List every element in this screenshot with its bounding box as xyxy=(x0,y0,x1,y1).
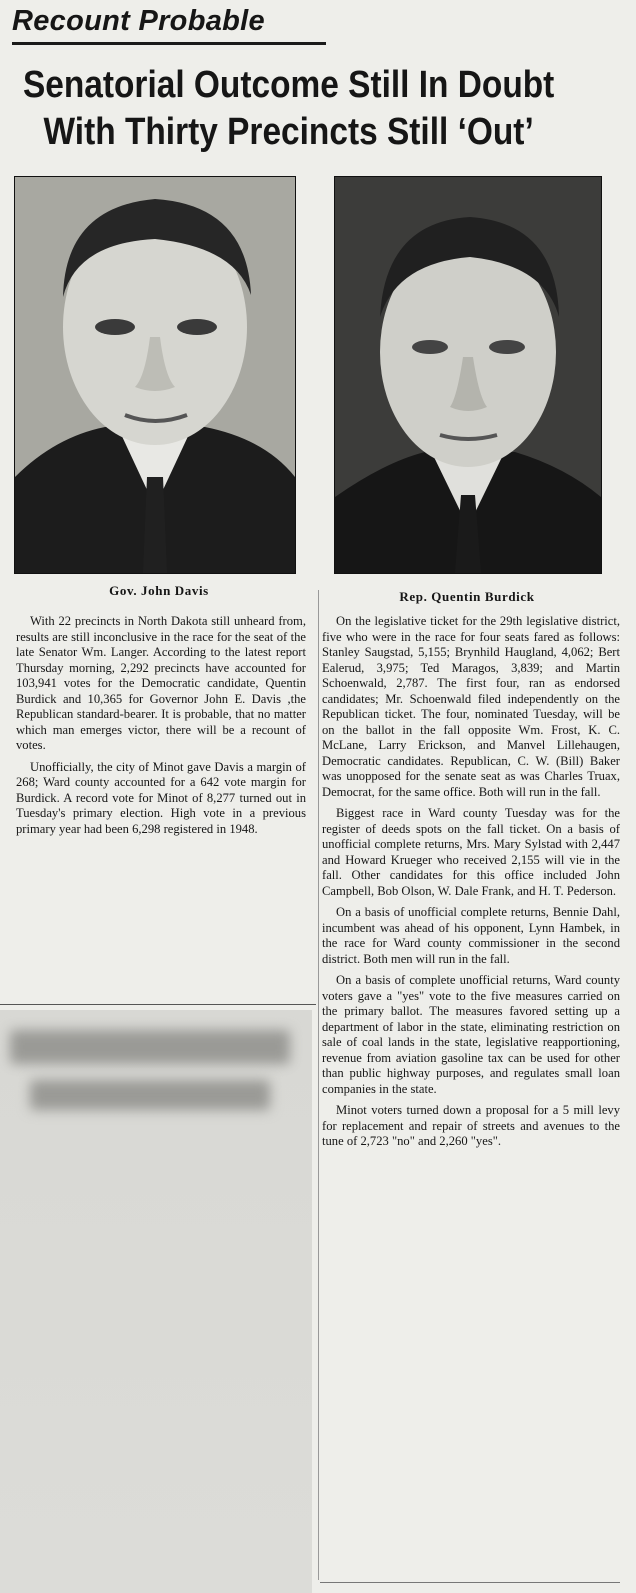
bottom-rule xyxy=(320,1582,620,1583)
paragraph: On a basis of unofficial complete returns, Bennie Dahl, incumbent was ahead of his opponent, Lynn Hambek, in the race for Ward county commissioner in the second district. Both men will run in the fall. xyxy=(322,905,620,966)
paragraph: Unofficially, the city of Minot gave Davis a margin of 268; Ward county accounted for a 642 vote margin for Burdick. A record vote for Minot of 8,277 turned out in Tuesday's primary election. High vote in a previous primary year had been 6,298 registered in 1948. xyxy=(16,759,306,836)
caption-gov-john-davis: Gov. John Davis xyxy=(109,583,209,598)
blurred-headline-line xyxy=(30,1080,270,1110)
headline-line-2: With Thirty Precincts Still ‘Out’ xyxy=(43,111,534,153)
portrait-davis-image xyxy=(15,177,295,573)
photo-rep-quentin-burdick xyxy=(334,176,602,574)
paragraph: With 22 precincts in North Dakota still unheard from, results are still inconclusive in the race for the seat of the late Senator Wm. Langer. According to the latest report Thursday morning, 2,292 precincts have accounted for 103,941 votes for the Democratic candidate, Quentin Burdick and 10,365 for Governor John E. Davis ,the Republican standard-bearer. It is probable, that no matter which man emerges victor, there will be a recount of votes. xyxy=(16,614,306,752)
main-headline xyxy=(22,62,555,156)
kicker-headline: Recount Probable xyxy=(12,5,265,37)
blurred-headline-line xyxy=(10,1030,290,1064)
paragraph: On the legislative ticket for the 29th legislative district, five who were in the race for four seats fared as follows: Stanley Saugstad, 5,155; Brynhild Haugland, 4,062; Bert Ealerud, 3,975; Ted Maragos, 3,839; and Martin Schoenwald, 2,787. The first four, ran as endorsed candidates; Mr. Schoenwald filed independently on the Republican ticket. The four, nominated Tuesday, will be on the ballot in the fall opposite Wm. Frost, K. C. McLane, Larry Erickson, and Manvel Lillehaugen, Democratic candidates. Republican, C. W. (Bill) Baker was unopposed for the senate seat as was Charles Truax, Democrat, for the same office. Both will run in the fall. xyxy=(322,614,620,799)
caption-rep-quentin-burdick: Rep. Quentin Burdick xyxy=(399,589,535,604)
paragraph: Minot voters turned down a proposal for a 5 mill levy for replacement and repair of streets and avenues to the tune of 2,723 "no" and 2,260 "yes". xyxy=(322,1103,620,1148)
photo-gov-john-davis xyxy=(14,176,296,574)
column-divider xyxy=(318,590,319,1580)
blurred-adjacent-article xyxy=(0,1010,312,1593)
portrait-burdick-image xyxy=(335,177,601,573)
article-left-column xyxy=(16,614,306,843)
headline-line-1: Senatorial Outcome Still In Doubt xyxy=(22,64,555,106)
paragraph: On a basis of complete unofficial returns, Ward county voters gave a "yes" vote to the five measures carried on the primary ballot. The measures favored setting up a department of labor in the state, eliminating restriction on sale of coal lands in the state, legislative reapportioning, revenue from aviation gasoline tax can be used for other than public highway purposes, and regulates small loan companies in the state. xyxy=(322,973,620,1096)
paragraph: Biggest race in Ward county Tuesday was for the register of deeds spots on the fall ticket. On a basis of unofficial complete returns, Mrs. Mary Sylstad with 2,447 and Howard Krueger who received 2,155 will vie in the fall. Other candidates for this office included John Campbell, Bob Olson, W. Dale Frank, and H. T. Pederson. xyxy=(322,806,620,898)
kicker-underline xyxy=(12,42,326,45)
article-right-column xyxy=(322,614,620,1156)
section-rule xyxy=(0,1004,316,1005)
